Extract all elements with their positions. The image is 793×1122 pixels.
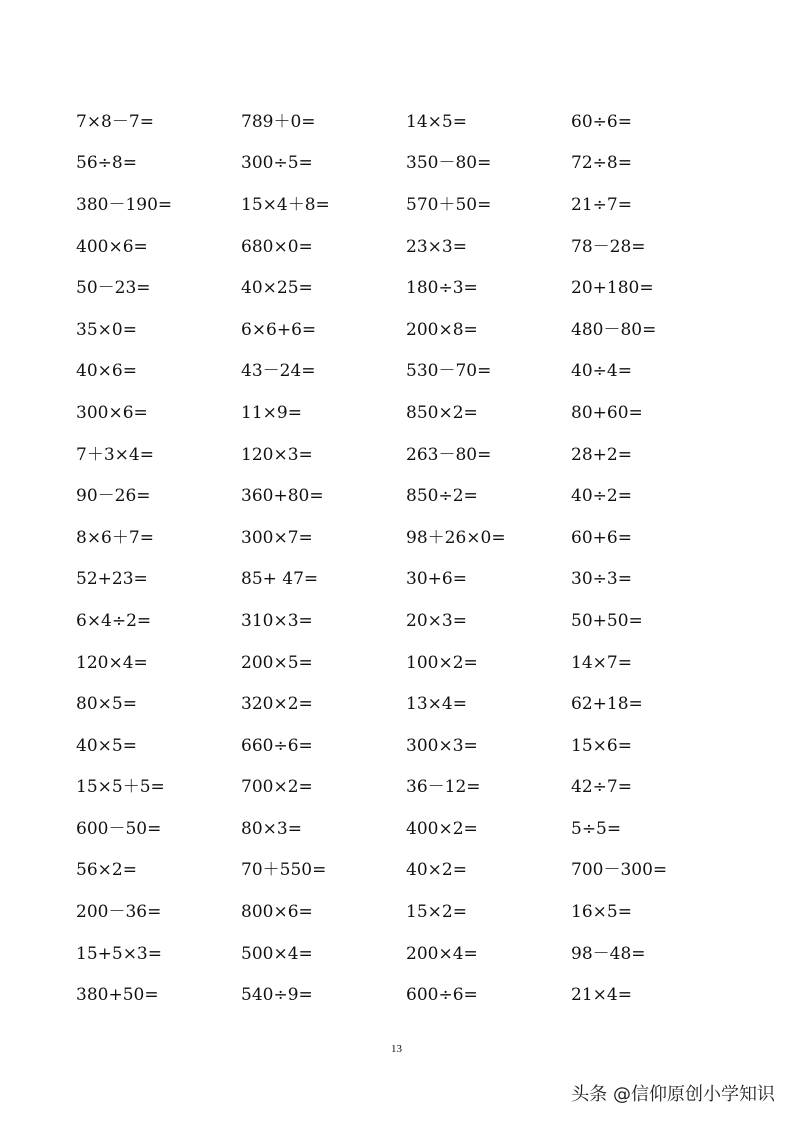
exercise-item: 600÷6= — [406, 985, 478, 1006]
exercise-item: 200×4= — [406, 943, 478, 964]
exercise-item: 120×3= — [241, 444, 313, 465]
exercise-item: 200×8= — [406, 319, 478, 340]
exercise-item: 50－23= — [76, 278, 151, 299]
exercise-item: 300×3= — [406, 735, 478, 756]
exercise-item: 85+ 47= — [241, 569, 319, 590]
exercise-item: 62+18= — [571, 694, 643, 715]
exercise-item: 320×2= — [241, 694, 313, 715]
exercise-item: 14×5= — [406, 111, 467, 132]
exercise-item: 500×4= — [241, 943, 313, 964]
exercise-row — [76, 392, 736, 434]
exercise-item: 80×3= — [241, 818, 302, 839]
exercise-item: 200－36= — [76, 902, 162, 923]
exercise-row — [76, 642, 736, 684]
exercise-item: 700×2= — [241, 777, 313, 798]
exercise-item: 40÷4= — [571, 361, 632, 382]
exercise-item: 700－300= — [571, 860, 668, 881]
exercise-item: 16×5= — [571, 902, 632, 923]
exercise-item: 400×6= — [76, 236, 148, 257]
exercise-item: 310×3= — [241, 610, 313, 631]
exercise-row — [76, 600, 736, 642]
exercise-item: 30+6= — [406, 569, 467, 590]
exercise-item: 90－26= — [76, 486, 151, 507]
page-number: 13 — [391, 1043, 402, 1055]
exercise-item: 52+23= — [76, 569, 148, 590]
exercise-item: 72÷8= — [571, 153, 632, 174]
exercise-row — [76, 517, 736, 559]
exercise-row — [76, 101, 736, 143]
exercise-item: 42÷7= — [571, 777, 632, 798]
exercise-item: 300÷5= — [241, 153, 313, 174]
exercise-item: 23×3= — [406, 236, 467, 257]
exercise-item: 70＋550= — [241, 860, 327, 881]
exercise-row — [76, 143, 736, 185]
exercise-item: 60+6= — [571, 527, 632, 548]
exercise-item: 6×4÷2= — [76, 610, 152, 631]
exercise-item: 480－80= — [571, 319, 657, 340]
exercise-item: 14×7= — [571, 652, 632, 673]
exercise-item: 98－48= — [571, 943, 646, 964]
exercise-item: 5÷5= — [571, 818, 622, 839]
exercise-row — [76, 850, 736, 892]
exercise-item: 40×5= — [76, 735, 137, 756]
exercise-item: 56×2= — [76, 860, 137, 881]
exercise-item: 56÷8= — [76, 153, 137, 174]
exercise-item: 40÷2= — [571, 486, 632, 507]
exercise-row — [76, 725, 736, 767]
exercise-item: 360+80= — [241, 486, 324, 507]
exercise-item: 35×0= — [76, 319, 137, 340]
exercise-item: 78－28= — [571, 236, 646, 257]
exercise-item: 20×3= — [406, 610, 467, 631]
exercise-row — [76, 351, 736, 393]
exercise-item: 80+60= — [571, 402, 643, 423]
exercise-item: 400×2= — [406, 818, 478, 839]
exercise-grid — [76, 101, 736, 1016]
exercise-row — [76, 559, 736, 601]
exercise-item: 100×2= — [406, 652, 478, 673]
exercise-item: 15×4＋8= — [241, 194, 330, 215]
exercise-row — [76, 683, 736, 725]
exercise-item: 800×6= — [241, 902, 313, 923]
exercise-item: 680×0= — [241, 236, 313, 257]
exercise-item: 15×2= — [406, 902, 467, 923]
exercise-item: 60÷6= — [571, 111, 632, 132]
exercise-row — [76, 475, 736, 517]
exercise-item: 380+50= — [76, 985, 159, 1006]
exercise-item: 15×6= — [571, 735, 632, 756]
exercise-item: 850×2= — [406, 402, 478, 423]
exercise-item: 30÷3= — [571, 569, 632, 590]
exercise-item: 43－24= — [241, 361, 316, 382]
exercise-item: 350－80= — [406, 153, 492, 174]
exercise-item: 7×8－7= — [76, 111, 154, 132]
exercise-item: 600－50= — [76, 818, 162, 839]
exercise-item: 7＋3×4= — [76, 444, 154, 465]
exercise-item: 570＋50= — [406, 194, 492, 215]
exercise-item: 11×9= — [241, 402, 302, 423]
exercise-item: 300×6= — [76, 402, 148, 423]
exercise-item: 40×25= — [241, 278, 313, 299]
exercise-item: 200×5= — [241, 652, 313, 673]
exercise-row — [76, 309, 736, 351]
exercise-item: 180÷3= — [406, 278, 478, 299]
exercise-row — [76, 808, 736, 850]
source-watermark: 头条 @信仰原创小学知识 — [571, 1084, 775, 1105]
exercise-item: 660÷6= — [241, 735, 313, 756]
exercise-item: 263－80= — [406, 444, 492, 465]
exercise-row — [76, 267, 736, 309]
exercise-item: 21÷7= — [571, 194, 632, 215]
exercise-row — [76, 891, 736, 933]
exercise-item: 28+2= — [571, 444, 632, 465]
exercise-item: 15+5×3= — [76, 943, 162, 964]
exercise-item: 530－70= — [406, 361, 492, 382]
exercise-item: 120×4= — [76, 652, 148, 673]
exercise-item: 36－12= — [406, 777, 481, 798]
exercise-item: 40×2= — [406, 860, 467, 881]
exercise-row — [76, 767, 736, 809]
exercise-item: 21×4= — [571, 985, 632, 1006]
exercise-item: 80×5= — [76, 694, 137, 715]
exercise-item: 380－190= — [76, 194, 173, 215]
exercise-item: 50+50= — [571, 610, 643, 631]
exercise-row — [76, 434, 736, 476]
exercise-item: 15×5＋5= — [76, 777, 165, 798]
exercise-item: 789＋0= — [241, 111, 316, 132]
exercise-row — [76, 933, 736, 975]
exercise-item: 98＋26×0= — [406, 527, 506, 548]
exercise-item: 8×6＋7= — [76, 527, 154, 548]
exercise-row — [76, 226, 736, 268]
exercise-item: 40×6= — [76, 361, 137, 382]
exercise-row — [76, 974, 736, 1016]
exercise-item: 20+180= — [571, 278, 654, 299]
exercise-item: 13×4= — [406, 694, 467, 715]
exercise-item: 540÷9= — [241, 985, 313, 1006]
exercise-row — [76, 184, 736, 226]
exercise-item: 300×7= — [241, 527, 313, 548]
exercise-item: 6×6+6= — [241, 319, 317, 340]
exercise-item: 850÷2= — [406, 486, 478, 507]
